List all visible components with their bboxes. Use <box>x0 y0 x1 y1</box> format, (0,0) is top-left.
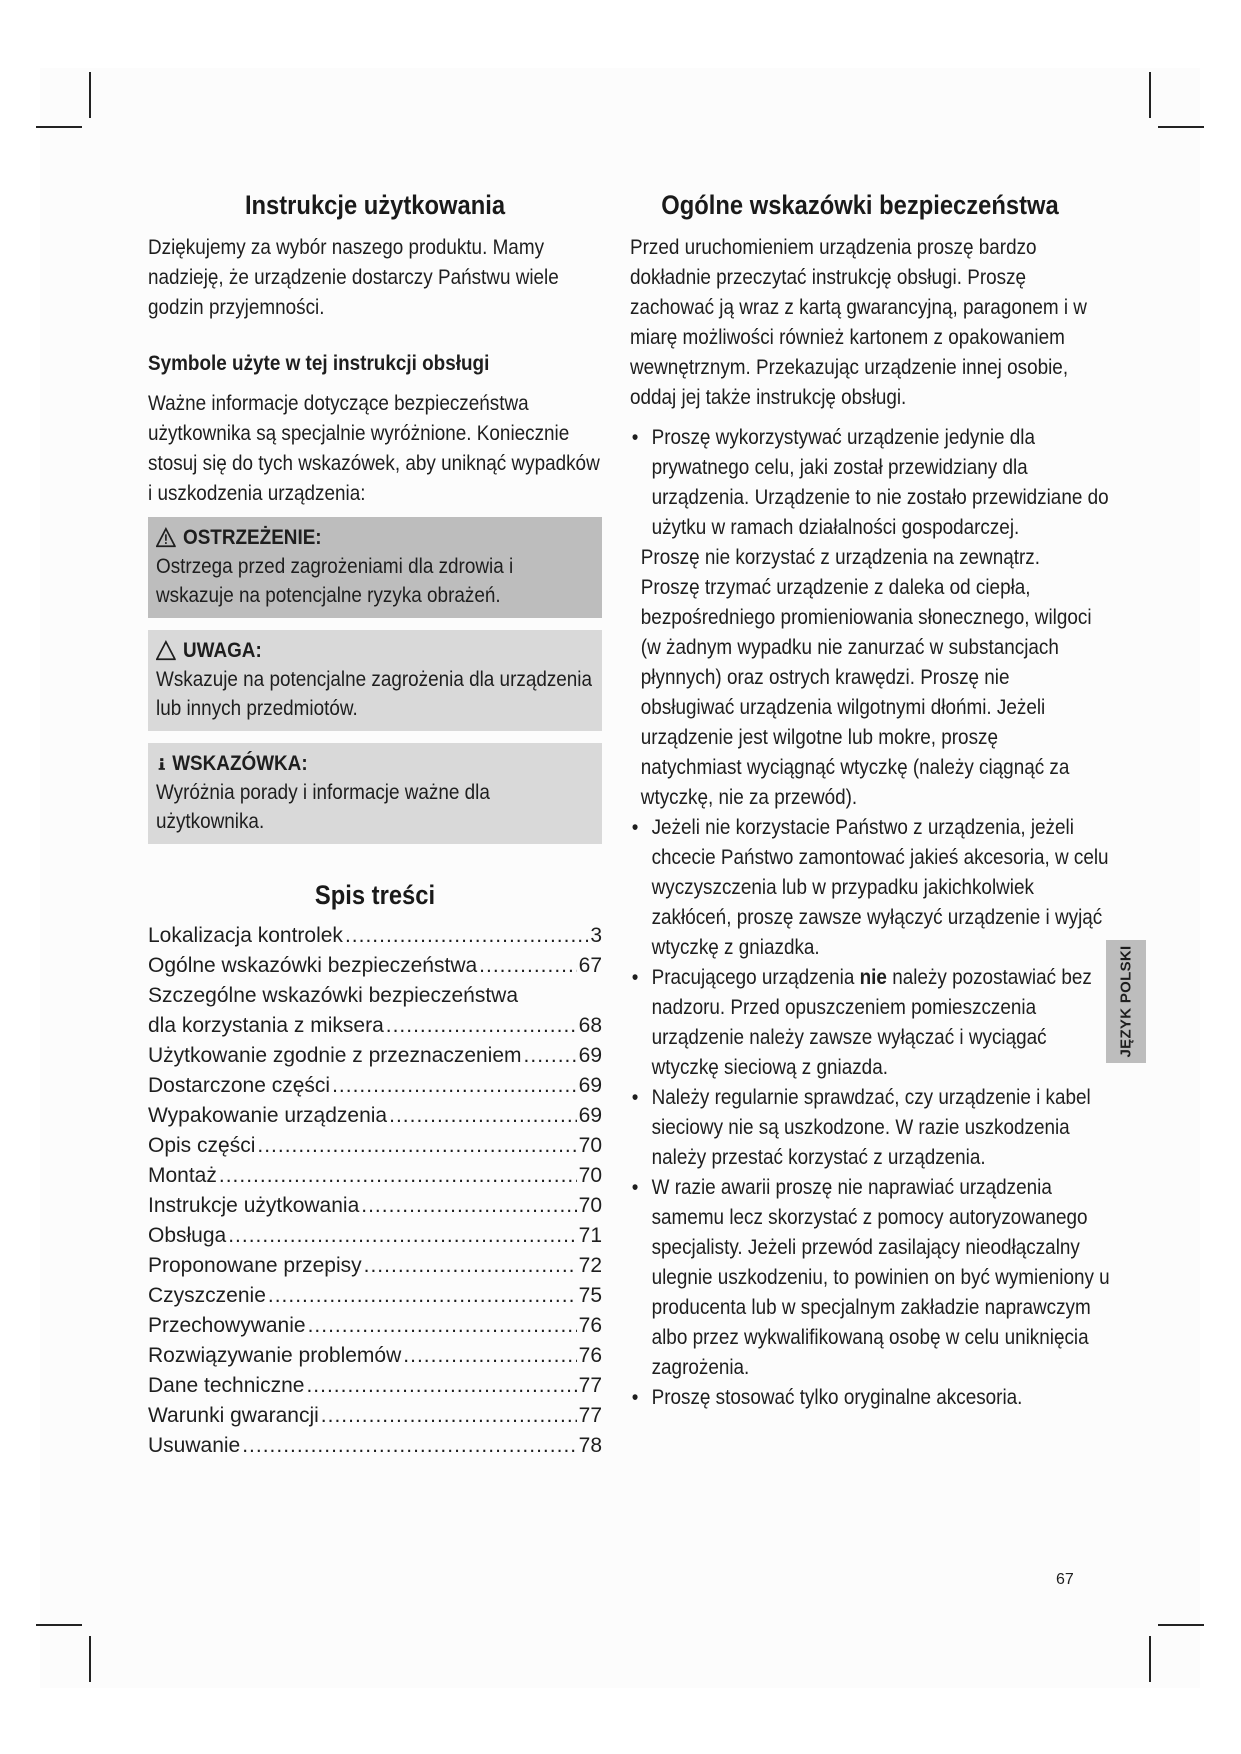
toc-entry-label: Rozwiązywanie problemów <box>148 1344 402 1367</box>
toc-page-number: 72 <box>578 1254 602 1277</box>
toc-row <box>148 1221 602 1251</box>
warning-title: OSTRZEŻENIE: <box>183 526 322 549</box>
safety-list <box>630 423 1110 1413</box>
toc-leader-dots <box>321 1401 577 1431</box>
toc-page-number: 77 <box>578 1374 602 1397</box>
instructions-title: Instrukcje użytkowania <box>244 190 506 220</box>
note-box <box>148 743 602 844</box>
toc-entry-label: Dane techniczne <box>148 1374 305 1397</box>
safety-title: Ogólne wskazówki bezpieczeństwa <box>661 190 1059 220</box>
safety-item-text: Proszę nie korzystać z urządzenia na zewnątrz. Proszę trzymać urządzenie z daleka od ciepła, bezpośredniego promieniowania słonecznego, wilgoci (w żadnym wypadku nie zanurzać w substancjach płynnych) oraz ostrych krawędzi. Proszę nie obsługiwać urządzenia wilgotnymi dłońmi. Jeżeli urządzenie jest wilgotne lub mokre, proszę natychmiast wyciągnąć wtyczkę (należy ciągnąć za wtyczkę, nie za przewód). <box>640 546 1092 809</box>
caution-box <box>148 630 602 731</box>
toc-page-number: 70 <box>578 1164 602 1187</box>
toc-leader-dots <box>403 1341 576 1371</box>
toc-page-number: 69 <box>578 1044 602 1067</box>
symbols-paragraph: Ważne informacje dotyczące bezpieczeństwa użytkownika są specjalnie wyróżnione. Koniecznie stosuj się do tych wskazówek, aby uniknąć wypadków i uszkodzenia urządzenia: <box>148 392 600 505</box>
crop-mark <box>1149 72 1151 118</box>
safety-list-item <box>630 813 1111 963</box>
left-column <box>148 190 602 1461</box>
toc-page-number: 76 <box>578 1314 602 1337</box>
crop-mark <box>1158 1624 1204 1626</box>
safety-item-text: należy pozostawiać bez nadzoru. Przed opuszczeniem pomieszczenia urządzenie należy zawsze wyłączać i wyciągać wtyczkę sieciową z gniazda. <box>651 966 1092 1079</box>
toc-leader-dots <box>242 1431 576 1461</box>
toc-page-number: 69 <box>578 1104 602 1127</box>
toc-row <box>148 1101 602 1131</box>
table-of-contents <box>148 921 602 1461</box>
safety-item-text: Pracującego urządzenia <box>651 966 860 989</box>
toc-page-number: 75 <box>578 1284 602 1307</box>
toc-page-number: 68 <box>578 1014 602 1037</box>
toc-page-number: 71 <box>578 1224 602 1247</box>
caution-triangle-icon <box>156 640 176 662</box>
toc-entry-label: Dostarczone części <box>148 1074 331 1097</box>
toc-leader-dots <box>386 1011 577 1041</box>
toc-leader-dots <box>308 1311 577 1341</box>
toc-row <box>148 1431 602 1461</box>
toc-page-number: 3 <box>590 924 602 947</box>
toc-row <box>148 1071 602 1101</box>
right-column <box>630 190 1110 1413</box>
toc-row <box>148 1371 602 1401</box>
toc-entry-label: Obsługa <box>148 1224 227 1247</box>
toc-row <box>148 1131 602 1161</box>
info-icon <box>156 753 169 775</box>
toc-title: Spis treści <box>314 880 436 910</box>
toc-entry-label: Wypakowanie urządzenia <box>148 1104 388 1127</box>
toc-entry-label: Montaż <box>148 1164 217 1187</box>
safety-list-item <box>630 1173 1111 1383</box>
language-side-tab <box>1106 940 1146 1063</box>
toc-entry-label: dla korzystania z miksera <box>148 1014 384 1037</box>
crop-mark <box>36 1624 82 1626</box>
toc-entry-label: Czyszczenie <box>148 1284 266 1307</box>
toc-leader-dots <box>389 1101 577 1131</box>
bullet-marker: • <box>631 426 639 449</box>
safety-list-item <box>630 1383 1111 1413</box>
toc-leader-dots <box>228 1221 576 1251</box>
intro-paragraph: Dziękujemy za wybór naszego produktu. Mamy nadzieję, że urządzenie dostarczy Państwu wiele godzin przyjemności. <box>148 236 559 319</box>
bullet-marker: • <box>631 966 639 989</box>
bullet-marker: • <box>631 816 639 839</box>
toc-leader-dots <box>257 1131 576 1161</box>
toc-row <box>148 1251 602 1281</box>
toc-page-number: 77 <box>578 1404 602 1427</box>
crop-mark <box>36 126 82 128</box>
toc-entry-label: Warunki gwarancji <box>148 1404 319 1427</box>
safety-item-text: Jeżeli nie korzystacie Państwo z urządzenia, jeżeli chcecie Państwo zamontować jakieś akcesoria, w celu wyczyszczenia lub w przypadku jakichkolwiek zakłóceń, proszę zawsze wyłączyć urządzenie i wyjąć wtyczkę z gniazdka. <box>651 816 1109 959</box>
warning-triangle-icon <box>156 527 176 549</box>
toc-entry-label: Lokalizacja kontrolek <box>148 924 343 947</box>
toc-row <box>148 951 602 981</box>
toc-entry-label: Opis części <box>148 1134 256 1157</box>
language-label: JĘZYK POLSKI <box>1117 945 1135 1058</box>
safety-item-text: W razie awarii proszę nie naprawiać urządzenia samemu lecz skorzystać z pomocy autoryzowanego specjalisty. Jeżeli przewód zasilający nieodłączalny ulegnie uszkodzeniu, to powinien on być wymieniony u producenta lub w specjalnym zakładzie naprawczym albo przez wykwalifikowaną osobę w celu uniknięcia zagrożenia. <box>651 1176 1110 1379</box>
bullet-marker: • <box>631 1086 639 1109</box>
toc-entry-label: Instrukcje użytkowania <box>148 1194 360 1217</box>
toc-page-number: 78 <box>578 1434 602 1457</box>
toc-entry-label: Proponowane przepisy <box>148 1254 362 1277</box>
safety-item-text: Proszę stosować tylko oryginalne akcesoria. <box>651 1386 1023 1409</box>
page-number: 67 <box>1056 1571 1074 1588</box>
toc-entry-label: Ogólne wskazówki bezpieczeństwa <box>148 954 478 977</box>
toc-row <box>148 1401 602 1431</box>
crop-mark <box>1149 1636 1151 1682</box>
toc-page-number: 76 <box>578 1344 602 1367</box>
toc-row <box>148 1191 602 1221</box>
caution-title: UWAGA: <box>183 639 262 662</box>
toc-leader-dots <box>332 1071 577 1101</box>
toc-row <box>148 1161 602 1191</box>
toc-row <box>148 1041 602 1071</box>
caution-text: Wskazuje na potencjalne zagrożenia dla urządzenia lub innych przedmiotów. <box>156 668 593 720</box>
toc-page-number: 70 <box>578 1194 602 1217</box>
safety-item-text: Proszę wykorzystywać urządzenie jedynie dla prywatnego celu, jaki został przewidziany dla urządzenia. Urządzenie to nie zostało przewidziane do użytku w ramach działalności gospodarczej. <box>651 426 1109 539</box>
safety-item-emphasis: nie <box>859 966 887 989</box>
crop-mark <box>89 72 91 118</box>
safety-list-item <box>630 963 1111 1083</box>
bullet-marker: • <box>631 1386 639 1409</box>
toc-leader-dots <box>364 1251 577 1281</box>
toc-entry-label: Użytkowanie zgodnie z przeznaczeniem <box>148 1044 522 1067</box>
warning-text: Ostrzega przed zagrożeniami dla zdrowia i wskazuje na potencjalne ryzyka obrażeń. <box>156 555 514 607</box>
warning-box <box>148 517 602 618</box>
toc-leader-dots <box>219 1161 577 1191</box>
toc-page-number: 67 <box>578 954 602 977</box>
crop-mark <box>1158 126 1204 128</box>
toc-row <box>148 1281 602 1311</box>
safety-intro: Przed uruchomieniem urządzenia proszę bardzo dokładnie przeczytać instrukcję obsługi. Proszę zachować ją wraz z kartą gwarancyjną, paragonem i w miarę możliwości również kartonem z opakowaniem wewnętrznym. Przekazując urządzenie innej osobie, oddaj jej także instrukcję obsługi. <box>630 236 1087 409</box>
toc-leader-dots <box>361 1191 576 1221</box>
crop-mark <box>89 1636 91 1682</box>
note-text: Wyróżnia porady i informacje ważne dla użytkownika. <box>156 781 490 833</box>
toc-row <box>148 1341 602 1371</box>
toc-leader-dots <box>268 1281 577 1311</box>
safety-list-item <box>630 1083 1111 1173</box>
toc-leader-dots <box>345 921 588 951</box>
toc-entry-label: Usuwanie <box>148 1434 241 1457</box>
safety-list-item <box>630 543 1100 813</box>
toc-entry-label: Przechowywanie <box>148 1314 306 1337</box>
toc-leader-dots <box>524 1041 577 1071</box>
toc-page-number: 70 <box>578 1134 602 1157</box>
safety-item-text: Należy regularnie sprawdzać, czy urządzenie i kabel sieciowy nie są uszkodzone. W razie uszkodzenia należy przestać korzystać z urządzenia. <box>651 1086 1091 1169</box>
note-title: WSKAZÓWKA: <box>172 752 308 775</box>
toc-row <box>148 1311 602 1341</box>
toc-leader-dots <box>306 1371 576 1401</box>
safety-list-item <box>630 423 1111 543</box>
bullet-marker: • <box>631 1176 639 1199</box>
toc-page-number: 69 <box>578 1074 602 1097</box>
toc-leader-dots <box>479 951 576 981</box>
toc-row <box>148 1011 602 1041</box>
toc-entry-label: Szczególne wskazówki bezpieczeństwa <box>148 984 519 1007</box>
symbols-heading: Symbole użyte w tej instrukcji obsługi <box>148 352 490 375</box>
toc-row <box>148 921 602 951</box>
toc-row <box>148 981 602 1011</box>
